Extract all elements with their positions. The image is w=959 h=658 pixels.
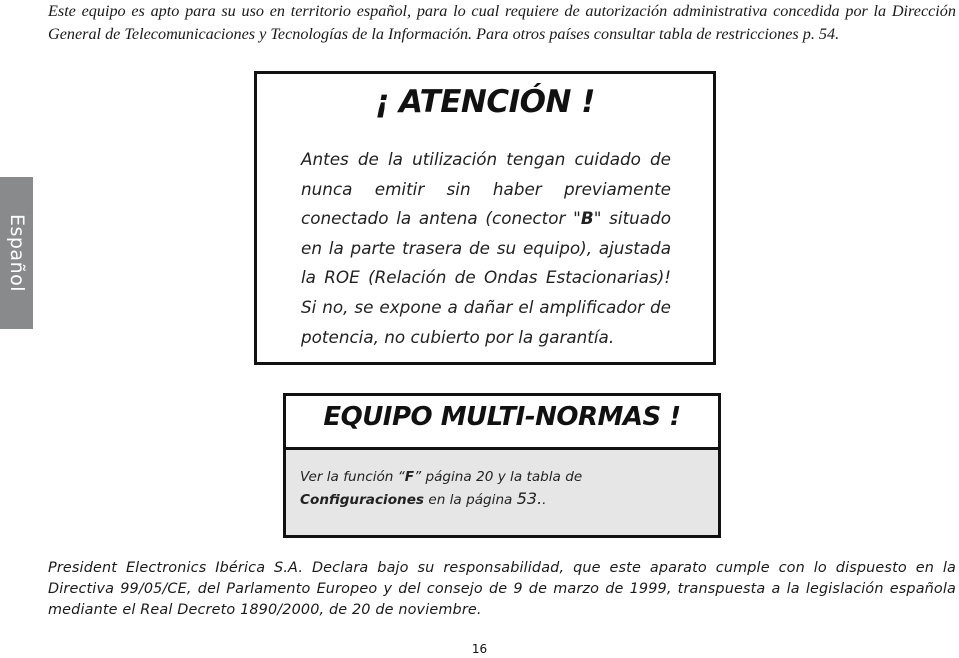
multi-norm-text-2: ” página 20 y la tabla de bbox=[414, 469, 583, 485]
multi-norm-text-3: en la página bbox=[424, 492, 517, 508]
attention-title: ¡ ATENCIÓN ! bbox=[375, 84, 595, 120]
function-letter: F bbox=[404, 469, 415, 485]
attention-box bbox=[254, 71, 716, 365]
intro-paragraph: Este equipo es apto para su uso en territorio español, para lo cual requiere de autorización administrativa concedida por la Dirección General de Telecomunicaciones y Tecnologías de la Información. Para otros países consultar tabla de restricciones p. 54. bbox=[48, 2, 956, 43]
multi-norm-box bbox=[283, 393, 721, 538]
multi-norm-text-4: . bbox=[542, 492, 547, 508]
attention-text bbox=[301, 145, 671, 352]
declaration-paragraph: President Electronics Ibérica S.A. Declara bajo su responsabilidad, que este aparato cumple con lo dispuesto en la Directiva 99/05/CE, del Parlamento Europeo y del consejo de 9 de marzo de 1999, transpuesta a la legislación española mediante el Real Decreto 1890/2000, de 20 de noviembre. bbox=[48, 560, 956, 618]
multi-norm-title-bar bbox=[286, 396, 718, 450]
page-reference: 53. bbox=[516, 489, 543, 508]
language-tab-label: Español bbox=[5, 213, 28, 293]
multi-norm-title: EQUIPO MULTI-NORMAS ! bbox=[323, 402, 681, 432]
multi-norm-text bbox=[300, 466, 700, 511]
connector-label: B bbox=[580, 208, 594, 229]
multi-norm-text-1: Ver la función “ bbox=[300, 469, 405, 485]
configurations-bold: Configuraciones bbox=[300, 492, 425, 508]
language-side-tab bbox=[0, 177, 33, 329]
page-number: 16 bbox=[471, 642, 488, 656]
attention-text-part2: " situado en la parte trasera de su equipo), ajustada la ROE (Relación de Ondas Estacionarias)! Si no, se expone a dañar el amplificador de potencia, no cubierto por la garantía. bbox=[301, 208, 671, 347]
attention-text-part1: Antes de la utilización tengan cuidado de nunca emitir sin haber previamente conectado la antena (conector " bbox=[301, 149, 671, 229]
